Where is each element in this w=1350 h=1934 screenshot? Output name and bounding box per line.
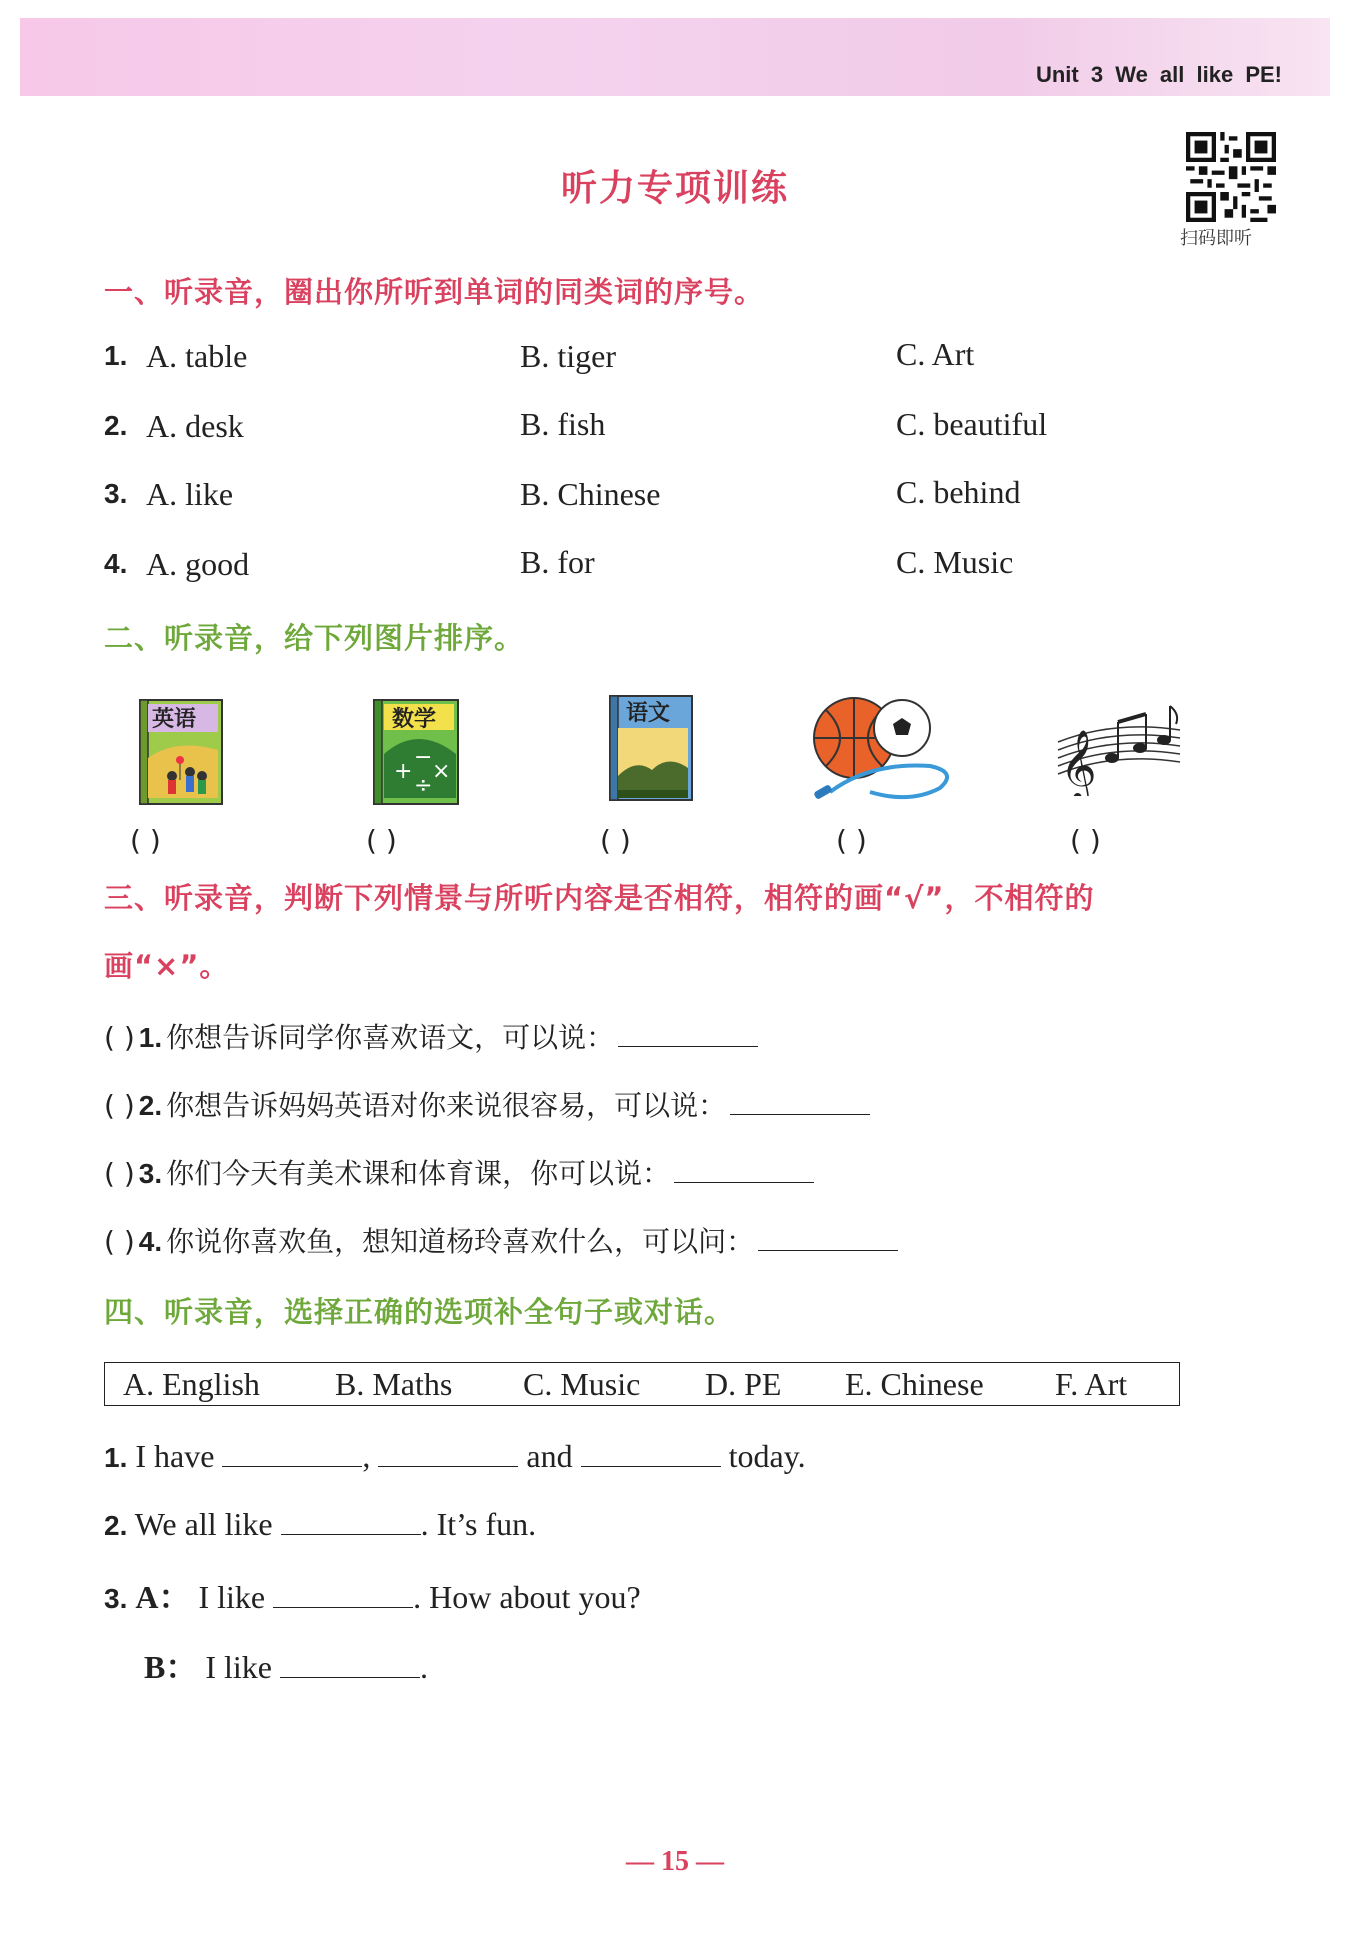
item-number: 1. [138, 1022, 163, 1053]
s1-option[interactable]: A. like [146, 476, 234, 512]
sentence-text: . [420, 1649, 428, 1685]
chinese-book-label: 语文 [626, 701, 671, 726]
s4-question-2 [104, 1504, 536, 1543]
sentence-text: . How about you? [413, 1579, 641, 1615]
answer-blank[interactable] [674, 1152, 814, 1183]
page-number: — 15 — [626, 1846, 724, 1877]
s4-question-3b [144, 1642, 428, 1688]
item-text: 你说你喜欢鱼，想知道杨玲喜欢什么，可以问： [166, 1225, 755, 1258]
s1-option[interactable]: A. table [146, 338, 248, 374]
picture-answer-paren[interactable]: ( ) [366, 824, 397, 857]
sports-balls-icon [810, 692, 960, 810]
maths-book-label: 数学 [392, 707, 437, 732]
answer-blank[interactable] [730, 1084, 870, 1115]
picture-answer-paren[interactable]: ( ) [1070, 824, 1101, 857]
word-bank [104, 1362, 1180, 1406]
s1-item-2 [104, 410, 127, 442]
item-number: 3. [138, 1158, 163, 1189]
section3-heading-line1: 三、听录音，判断下列情景与所听内容是否相符，相符的画“√”，不相符的 [104, 881, 1095, 915]
answer-paren[interactable]: ( ) [104, 1225, 135, 1258]
word-bank-option: A. English [123, 1366, 260, 1402]
word-bank-option: D. PE [705, 1366, 782, 1402]
section4-heading: 四、听录音，选择正确的选项补全句子或对话。 [104, 1295, 735, 1329]
sentence-text: We all like [134, 1506, 273, 1542]
s1-option[interactable]: B. tiger [520, 338, 616, 374]
item-number: 2. [104, 410, 128, 441]
qr-caption: 扫码即听 [1180, 228, 1252, 249]
music-notes-icon [1054, 700, 1184, 796]
item-number: 4. [104, 548, 128, 579]
sentence-text: I like [205, 1649, 272, 1685]
unit-header [1036, 62, 1282, 88]
answer-blank[interactable] [281, 1504, 421, 1535]
picture-answer-paren[interactable]: ( ) [836, 824, 867, 857]
svg-text:÷: ÷ [414, 773, 433, 798]
item-number: 3. [104, 1583, 128, 1614]
word-bank-option: C. Music [523, 1366, 641, 1402]
item-number: 1. [104, 340, 128, 371]
s1-item-4 [104, 548, 127, 580]
sentence-text: and [526, 1438, 573, 1474]
item-number: 4. [138, 1226, 163, 1257]
picture-answer-paren[interactable]: ( ) [130, 824, 161, 857]
answer-blank[interactable] [280, 1647, 420, 1678]
item-number: 2. [104, 1510, 128, 1541]
sentence-text: . It’s fun. [420, 1506, 537, 1542]
item-number: 1. [104, 1442, 128, 1473]
answer-blank[interactable] [618, 1016, 758, 1047]
s1-option[interactable]: B. fish [520, 406, 606, 442]
english-book-label: 英语 [152, 707, 197, 732]
item-text: 你们今天有美术课和体育课，你可以说： [166, 1157, 671, 1190]
answer-paren[interactable]: ( ) [104, 1157, 135, 1190]
s1-item-3 [104, 478, 127, 510]
picture-answer-paren[interactable]: ( ) [600, 824, 631, 857]
s1-option[interactable]: C. beautiful [896, 406, 1048, 442]
unit-number: Unit 3 [1035, 62, 1104, 87]
word-bank-option: B. Maths [335, 1366, 453, 1402]
item-text: 你想告诉妈妈英语对你来说很容易，可以说： [166, 1089, 727, 1122]
s4-question-1 [104, 1436, 806, 1475]
s4-question-3a [104, 1572, 641, 1618]
svg-text:+: + [394, 759, 413, 784]
s1-option[interactable]: C. Art [896, 336, 975, 372]
s1-item-1 [104, 340, 127, 372]
sentence-text: today. [728, 1438, 806, 1474]
answer-blank[interactable] [758, 1220, 898, 1251]
section3-heading-line2: 画“×”。 [104, 949, 230, 983]
s3-item-1 [104, 1016, 758, 1056]
word-bank-option: F. Art [1055, 1366, 1128, 1402]
speaker: B： [144, 1649, 198, 1685]
qr-code-icon[interactable] [1186, 132, 1276, 222]
s1-option[interactable]: C. Music [896, 544, 1014, 580]
answer-blank[interactable] [273, 1577, 413, 1608]
section2-heading: 二、听录音，给下列图片排序。 [104, 621, 525, 655]
sentence-text: I like [198, 1579, 266, 1615]
s1-option[interactable]: C. behind [896, 474, 1021, 510]
answer-blank[interactable] [222, 1436, 362, 1467]
answer-blank[interactable] [581, 1436, 721, 1467]
sentence-text: I have [135, 1438, 215, 1474]
comma: , [362, 1438, 371, 1474]
item-number: 3. [104, 478, 128, 509]
speaker: A： [135, 1579, 191, 1615]
answer-paren[interactable]: ( ) [104, 1089, 135, 1122]
svg-text:×: × [432, 759, 451, 784]
page-title: 听力专项训练 [560, 168, 789, 209]
s3-item-3 [104, 1152, 814, 1192]
s3-item-4 [104, 1220, 898, 1260]
s1-option[interactable]: A. good [146, 546, 250, 582]
s3-item-2 [104, 1084, 870, 1124]
item-number: 2. [138, 1090, 163, 1121]
svg-text:−: − [414, 745, 433, 770]
word-bank-option: E. Chinese [845, 1366, 984, 1402]
answer-blank[interactable] [378, 1436, 518, 1467]
item-text: 你想告诉同学你喜欢语文，可以说： [166, 1021, 615, 1054]
section1-heading: 一、听录音，圈出你所听到单词的同类词的序号。 [104, 275, 765, 309]
svg-text:𝄞: 𝄞 [1060, 728, 1097, 796]
s1-option[interactable]: A. desk [146, 408, 244, 444]
answer-paren[interactable]: ( ) [104, 1021, 135, 1054]
unit-title: We all like PE! [1115, 62, 1282, 87]
s1-option[interactable]: B. Chinese [520, 476, 661, 512]
s1-option[interactable]: B. for [520, 544, 595, 580]
